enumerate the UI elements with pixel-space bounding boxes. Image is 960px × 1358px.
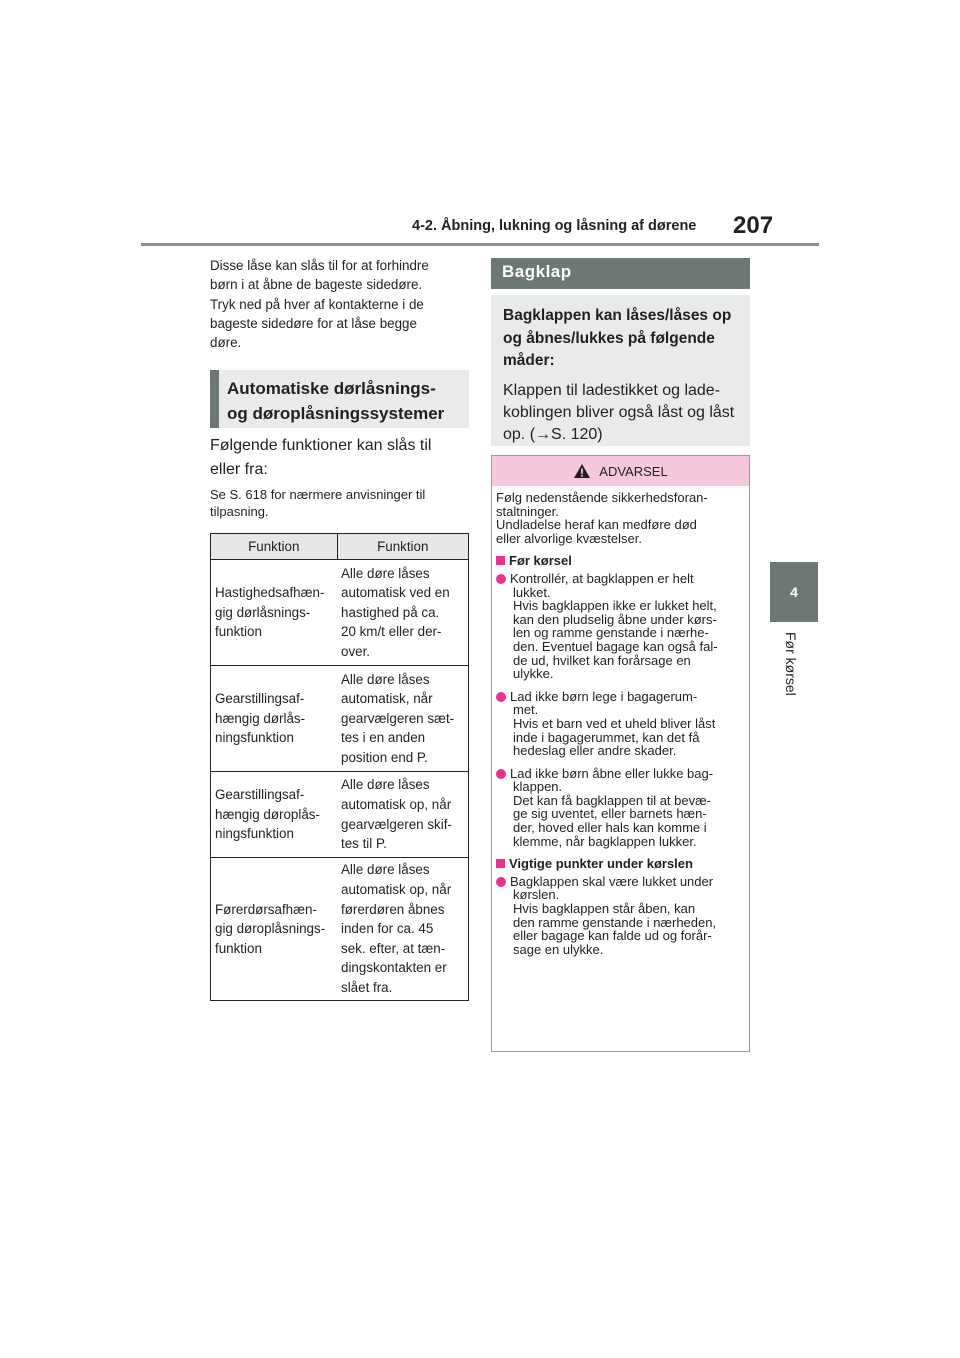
section-title: 4-2. Åbning, lukning og låsning af dørene bbox=[412, 218, 697, 234]
function-description: Alle døre låses automatisk op, når gearvælgeren skif- tes til P. bbox=[337, 772, 469, 858]
function-name: Hastighedsafhæn- gig dørlåsnings- funktion bbox=[211, 560, 338, 666]
square-bullet-icon bbox=[496, 859, 505, 868]
bullet-dot-icon bbox=[496, 769, 506, 779]
square-bullet-icon bbox=[496, 556, 505, 565]
warning-bullet: Lad ikke børn åbne eller lukke bag- klappen. Det kan få bagklappen til at bevæ- ge sig uventet, eller barnets hæn- der, hoved eller hals kan komme i klemme, når bagklappen lukker. bbox=[496, 767, 749, 849]
chapter-label: Før kørsel bbox=[783, 632, 799, 696]
warning-bullet: Bagklappen skal være lukket under kørslen. Hvis bagklappen står åben, kan den ramme genstande i nærheden, eller bagage kan falde ud og forår- sage en ulykke. bbox=[496, 875, 749, 957]
header-divider bbox=[141, 243, 819, 246]
table-row bbox=[211, 666, 469, 772]
tailgate-summary: Bagklappen kan låses/låses op og åbnes/lukkes på følgende måder: Klappen til ladestikket og lade- koblingen bliver også låst og låst op. (→S. 120) bbox=[491, 295, 750, 446]
chapter-tab: 4 bbox=[770, 562, 818, 622]
table-header: Funktion bbox=[337, 534, 469, 560]
warning-title: ADVARSEL bbox=[599, 463, 668, 479]
warning-intro: Følg nedenstående sikkerhedsforan- staltninger. Undladelse heraf kan medføre død eller alvorlige kvæstelser. bbox=[496, 490, 708, 546]
function-name: Gearstillingsaf- hængig døroplås- ningsfunktion bbox=[211, 772, 338, 858]
auto-lock-lead: Følgende funktioner kan slås til eller fra: bbox=[210, 437, 432, 478]
function-name: Førerdørsafhæn- gig døroplåsnings- funktion bbox=[211, 858, 338, 1001]
function-table bbox=[210, 533, 469, 1001]
warning-header bbox=[492, 456, 749, 486]
warning-bullet: Kontrollér, at bagklappen er helt lukket. Hvis bagklappen ikke er lukket helt, kan den pludselig åbne under kørs- len og ramme genstande i nærhe- den. Eventuel bagage kan også fal- de ud, hvilket kan forårsage en ulykke. bbox=[496, 572, 749, 681]
intro-paragraph: Disse låse kan slås til for at forhindre børn i at åbne de bageste sidedøre. Tryk ned på hver af kontakterne i de bageste sidedøre for at låse begge døre. bbox=[210, 258, 429, 351]
function-description: Alle døre låses automatisk, når gearvælgeren sæt- tes i en anden position end P. bbox=[337, 666, 469, 772]
bullet-dot-icon bbox=[496, 574, 506, 584]
table-header: Funktion bbox=[211, 534, 338, 560]
page-number: 207 bbox=[733, 212, 774, 239]
bullet-dot-icon bbox=[496, 877, 506, 887]
function-name: Gearstillingsaf- hængig dørlås- ningsfunktion bbox=[211, 666, 338, 772]
warning-box bbox=[491, 455, 750, 1052]
warning-bullet: Lad ikke børn lege i bagagerum- met. Hvis et barn ved et uheld bliver låst inde i bagagerummet, kan det få hedeslag eller andre skader. bbox=[496, 690, 749, 758]
warning-section-heading: Før kørsel bbox=[496, 554, 749, 568]
tailgate-heading: Bagklap bbox=[491, 258, 750, 289]
customization-note: Se S. 618 for nærmere anvisninger til tilpasning. bbox=[210, 487, 426, 519]
table-row bbox=[211, 858, 469, 1001]
auto-lock-heading: Automatiske dørlåsnings- og døroplåsningssystemer bbox=[210, 370, 469, 428]
function-description: Alle døre låses automatisk ved en hastighed på ca. 20 km/t eller der- over. bbox=[337, 560, 469, 666]
warning-triangle-icon bbox=[573, 463, 591, 479]
table-row bbox=[211, 560, 469, 666]
bullet-dot-icon bbox=[496, 692, 506, 702]
table-row bbox=[211, 772, 469, 858]
warning-section-heading: Vigtige punkter under kørslen bbox=[496, 857, 749, 871]
function-description: Alle døre låses automatisk op, når førerdøren åbnes inden for ca. 45 sek. efter, at tæn- dingskontakten er slået fra. bbox=[337, 858, 469, 1001]
